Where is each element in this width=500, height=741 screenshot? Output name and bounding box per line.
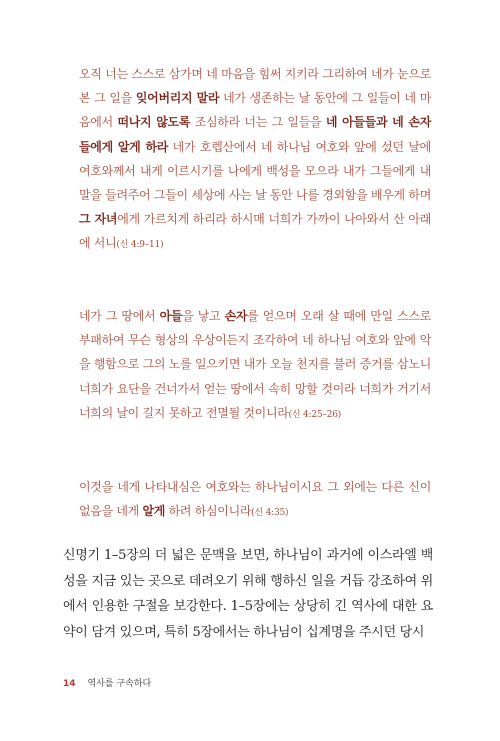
emphasis-text: 아들 xyxy=(159,309,183,323)
emphasis-text: 네 아들들과 네 손자들에게 알게 하라 xyxy=(79,115,431,154)
scripture-quote-deut-4-25 xyxy=(79,304,431,427)
quote-text: 에게 가르치게 하리라 하시매 너희가 가까이 나아와서 산 아래에 서니 xyxy=(79,212,431,251)
scripture-reference: (신 4:25–26) xyxy=(288,409,342,420)
quote-text: 네가 그 땅에서 xyxy=(79,309,160,323)
emphasis-text: 잊어버리지 말라 xyxy=(135,91,220,106)
emphasis-text: 손자 xyxy=(224,309,248,323)
book-title: 역사를 구속하다 xyxy=(87,679,152,689)
quote-text: 네가 호렙산에서 네 하나님 여호와 앞에 섰던 날에 여호와께서 내게 이르시기를 나에게 백성을 모으라 내가 그들에게 내 말을 들려주어 그들이 세상에 사는 날 동안 나를 경외함을 배우게 하며 xyxy=(79,139,431,203)
scripture-reference: (신 4:35) xyxy=(251,508,289,519)
scripture-quote-deut-4-9 xyxy=(79,62,431,258)
scripture-quote-deut-4-35 xyxy=(79,475,431,525)
emphasis-text: 떠나지 않도록 xyxy=(117,115,191,130)
quote-text: 이것을 네게 나타내심은 여호와는 하나님이시요 그 외에는 다른 신이 없음을 네게 xyxy=(79,480,431,519)
body-paragraph: 신명기 1–5장의 더 넓은 문맥을 보면, 하나님이 과거에 이스라엘 백성을 지금 있는 곳으로 데려오기 위해 행하신 일을 거듭 강조하여 위에서 인용한 구절을 보강한다. 1–5장에는 상당히 긴 역사에 대한 요약이 담겨 있으며, 특히 5장에서는 하나님이 십계명을 주시던 당시 xyxy=(63,548,433,640)
quote-text: 를 얻으며 오래 살 때에 만일 스스로 부패하여 무슨 형상의 우상이든지 조각하여 네 하나님 여호와 앞에 악을 행함으로 그의 노를 일으키면 내가 오늘 천지를 불러 증거를 삼노니 너희가 요단을 건너가서 얻는 땅에서 속히 망할 것이라 너희가 거기서 너희의 날이 길지 못하고 전멸될 것이니라 xyxy=(79,309,431,420)
emphasis-text: 그 자녀 xyxy=(79,212,118,227)
quote-text: 을 낳고 xyxy=(182,309,225,323)
quote-text: 네가 생존하는 날 동안에 그 일들이 네 마음에서 xyxy=(79,91,431,130)
emphasis-text: 알게 xyxy=(142,504,166,519)
quote-text: 오직 너는 스스로 삼가며 네 마음을 힘써 지키라 그리하여 네가 눈으로 본 그 일을 xyxy=(79,67,431,106)
scripture-reference: (신 4:9–11) xyxy=(116,240,164,251)
page-number: 14 xyxy=(63,679,76,689)
page-footer xyxy=(63,676,151,689)
quote-text: 조심하라 너는 그 일들을 xyxy=(190,115,326,130)
quote-text: 하려 하심이니라 xyxy=(165,504,252,519)
